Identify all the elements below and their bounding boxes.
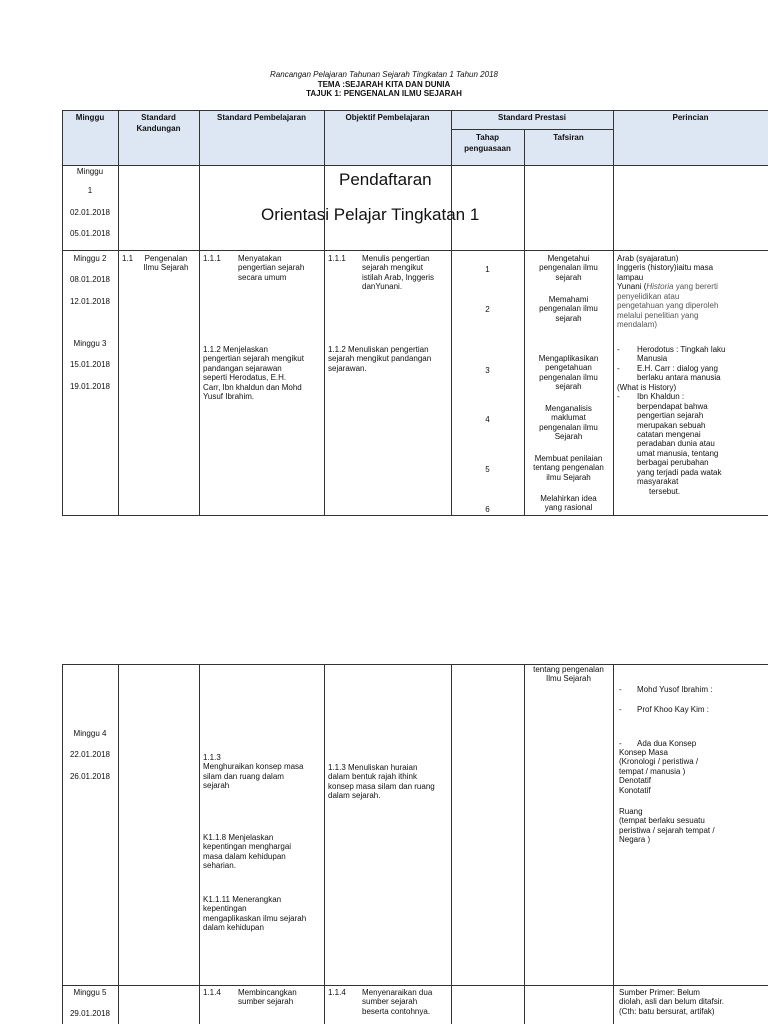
- perincian-sumber-primer: Sumber Primer: Belum diolah, asli dan belum ditafsir. (Cth: batu bersurat, artifak): [619, 988, 724, 1016]
- tahap-2: 2: [485, 305, 490, 314]
- tahap-1: 1: [485, 265, 490, 274]
- row2-ob1-text: Menulis pengertian sejarah mengikut istilah Arab, Inggeris danYunani.: [362, 254, 435, 292]
- row2-perincian-etymology: Arab (syajaratun) Inggeris (history)iaitu masa lampau Yunani (Historia yang bererti penyelidikan atau pengetahuan yang diperoleh melalui penelitian yang mendalam): [617, 254, 719, 330]
- ob-1-1-3: 1.1.3 Menuliskan huraian dalam bentuk rajah ithink konsep masa silam dan ruang dalam sejarah.: [328, 763, 435, 801]
- sp-k1-1-11: K1.1.11 Menerangkan kepentingan mengaplikaskan ilmu sejarah dalam kehidupan: [203, 895, 307, 933]
- banner-orientasi: Orientasi Pelajar Tingkatan 1: [261, 205, 480, 224]
- row1-minggu: Minggu 1 02.01.2018 05.01.2018: [69, 167, 111, 239]
- row2-sp2-text: 1.1.2 Menjelaskan pengertian sejarah mengikut pandangan sejarawan seperti Herodatus, E.H. Carr, Ibn khaldun dan Mohd Yusuf Ibrahim.: [203, 345, 304, 402]
- col-header-perincian: Perincian: [672, 113, 709, 122]
- banner-pendaftaran: Pendaftaran: [339, 170, 432, 189]
- row2-minggu-3: Minggu 3 15.01.2018 19.01.2018: [69, 339, 111, 391]
- row-minggu-4: Minggu 4 22.01.2018 26.01.2018: [69, 729, 111, 781]
- col-header-standard-prestasi: Standard Prestasi: [497, 113, 567, 122]
- header-line-3: TAJUK 1: PENGENALAN ILMU SEJARAH: [306, 89, 462, 98]
- tafsiran-6: Melahirkan idea yang rasional: [540, 494, 597, 513]
- tafsiran-continuation: tentang pengenalan Ilmu Sejarah: [533, 665, 604, 684]
- ob-1-1-4-text: Menyenaraikan dua sumber sejarah beserta contohnya.: [362, 988, 433, 1016]
- row2-minggu-2: Minggu 2 08.01.2018 12.01.2018: [69, 254, 111, 306]
- tafsiran-5: Membuat penilaian tentang pengenalan ilmu Sejarah: [533, 454, 604, 482]
- sp-1-1-3: 1.1.3 Menghuraikan konsep masa silam dan ruang dalam sejarah: [203, 753, 304, 791]
- col-header-minggu: Minggu: [75, 113, 105, 122]
- tafsiran-3: Mengaplikasikan pengetahuan pengenalan ilmu sejarah: [538, 354, 599, 392]
- perincian-khoo-kay-kim: - Prof Khoo Kay Kim :: [619, 705, 710, 714]
- sp-1-1-4-number: 1.1.4: [203, 988, 221, 997]
- header-line-1: Rancangan Pelajaran Tahunan Sejarah Tingkatan 1 Tahun 2018: [270, 70, 498, 79]
- tahap-3: 3: [485, 366, 490, 375]
- row2-ob1-number: 1.1.1: [328, 254, 346, 263]
- ob-1-1-4-number: 1.1.4: [328, 988, 346, 997]
- sp-k1-1-8: K1.1.8 Menjelaskan kepentingan menghargai masa dalam kehidupan seharian.: [203, 833, 292, 871]
- tahap-5: 5: [485, 465, 490, 474]
- col-header-tafsiran: Tafsiran: [553, 133, 584, 142]
- tafsiran-1: Mengetahui pengenalan ilmu sejarah: [539, 254, 598, 282]
- col-header-tahap-penguasaan: Tahap penguasaan: [464, 133, 511, 154]
- perincian-mohd-yusof: - Mohd Yusof Ibrahim :: [619, 685, 713, 694]
- tafsiran-4: Menganalisis maklumat pengenalan ilmu Sejarah: [539, 404, 598, 442]
- row2-ob2-text: 1.1.2 Menuliskan pengertian sejarah mengikut pandangan sejarawan.: [328, 345, 432, 373]
- perincian-dua-konsep: - Ada dua Konsep: [619, 739, 697, 748]
- row2-sk-number: 1.1: [122, 254, 134, 263]
- row2-sp1-number: 1.1.1: [203, 254, 221, 263]
- row2-sk-text: Pengenalan Ilmu Sejarah: [143, 254, 189, 273]
- perincian-konsep-masa: Konsep Masa (Kronologi / peristiwa / tempat / manusia ) Denotatif Konotatif: [619, 748, 699, 795]
- sp-1-1-4-text: Membincangkan sumber sejarah: [238, 988, 297, 1007]
- row-minggu-5: Minggu 5 29.01.2018: [69, 988, 111, 1019]
- document-header: [0, 70, 768, 99]
- row2-perincian-sejarawan: - Herodotus : Tingkah laku Manusia - E.H. Carr : dialog yang berlaku antara manusia (What is History) - Ibn Khaldun : berpendapat bahwa pengertian sejarah merupakan sebuah catatan mengenai peradaban dunia atau umat manusia, tentang berbagai perubahan yang terjadi pada watak masyarakat tersebut.: [617, 345, 726, 496]
- tafsiran-2: Memahami pengenalan ilmu sejarah: [539, 295, 598, 323]
- col-header-objektif: Objektif Pembelajaran: [345, 113, 430, 122]
- perincian-ruang: Ruang (tempat berlaku sesuatu peristiwa / sejarah tempat / Negara ): [619, 807, 715, 845]
- tahap-6: 6: [485, 505, 490, 514]
- header-line-2: TEMA :SEJARAH KITA DAN DUNIA: [317, 79, 451, 89]
- tahap-4: 4: [485, 415, 490, 424]
- col-header-standard-kandungan: Standard Kandungan: [136, 113, 181, 134]
- row2-sp1-text: Menyatakan pengertian sejarah secara umum: [238, 254, 305, 282]
- col-header-standard-pembelajaran: Standard Pembelajaran: [217, 113, 306, 122]
